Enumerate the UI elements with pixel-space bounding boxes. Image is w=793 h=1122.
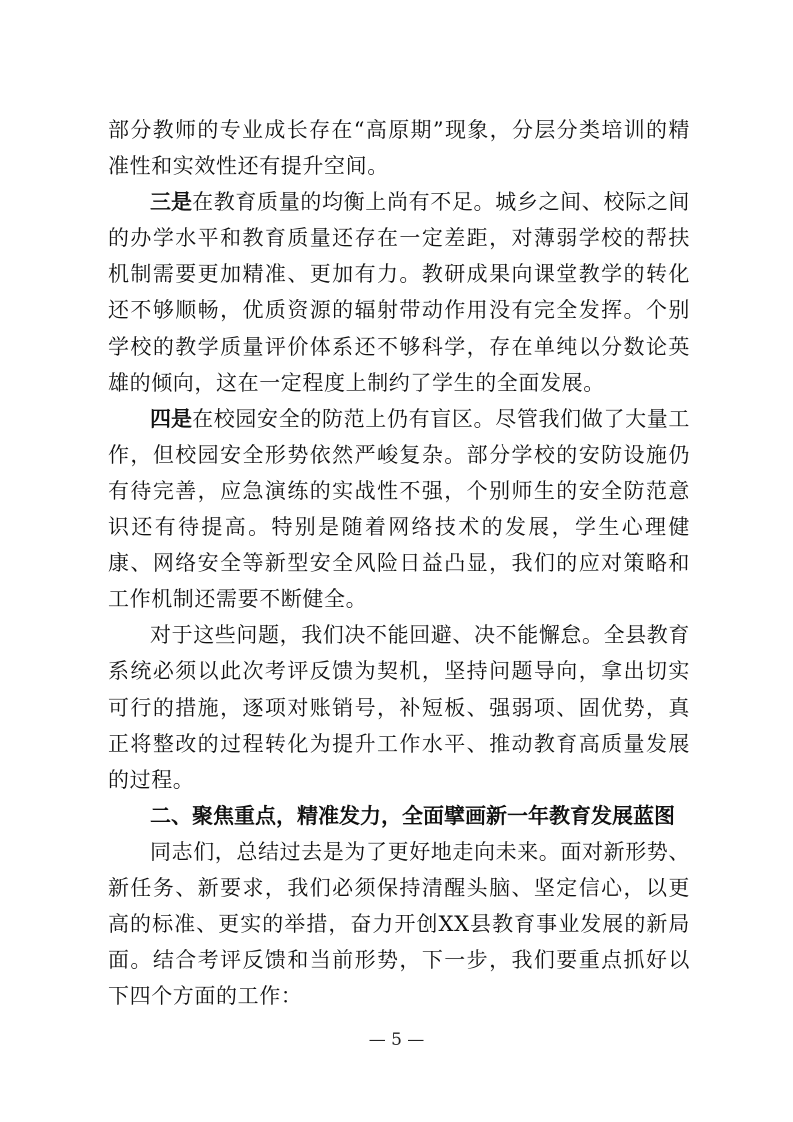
paragraph-text: 部分教师的专业成长存在“高原期”现象，分层分类培训的精准性和实效性还有提升空间。 xyxy=(108,118,690,179)
section-heading: 二、聚焦重点，精准发力，全面擘画新一年教育发展蓝图 xyxy=(150,803,675,828)
page-number: — 5 — xyxy=(368,1030,425,1050)
paragraph-text: 对于这些问题，我们决不能回避、决不能懈怠。全县教育系统必须以此次考评反馈为契机，坚持问题导向，拿出切实可行的措施，逐项对账销号，补短板、强弱项、固优势，真正将整改的过程转化为提升工作水平、推动教育高质量发展的过程。 xyxy=(108,623,690,792)
paragraph-text: 在校园安全的防范上仍有盲区。尽管我们做了大量工作，但校园安全形势依然严峻复杂。部分学校的安防设施仍有待完善，应急演练的实战性不强，个别师生的安全防范意识还有待提高。特别是随着网络技术的发展，学生心理健康、网络安全等新型安全风险日益凸显，我们的应对策略和工作机制还需要不断健全。 xyxy=(108,406,690,612)
document-body xyxy=(108,112,690,1014)
paragraph-future-work: 同志们，总结过去是为了更好地走向未来。面对新形势、新任务、新要求，我们必须保持清醒头脑、坚定信心，以更高的标准、更实的举措，奋力开创XX县教育事业发展的新局面。结合考评反馈和当前形势，下一步，我们要重点抓好以下四个方面的工作： xyxy=(108,839,690,1009)
paragraph-teacher-growth xyxy=(108,112,690,184)
paragraph-campus-safety xyxy=(108,401,690,618)
paragraph-quality-balance xyxy=(108,184,690,401)
paragraph-lead: 四是 xyxy=(150,406,193,431)
paragraph-problem-response xyxy=(108,617,690,797)
paragraph-text: 在教育质量的均衡上尚有不足。城乡之间、校际之间的办学水平和教育质量还存在一定差距，对薄弱学校的帮扶机制需要更加精准、更加有力。教研成果向课堂教学的转化还不够顺畅，优质资源的辐射带动作用没有完全发挥。个别学校的教学质量评价体系还不够科学，存在单纯以分数论英雄的倾向，这在一定程度上制约了学生的全面发展。 xyxy=(108,190,690,395)
paragraph-lead: 三是 xyxy=(150,190,193,215)
